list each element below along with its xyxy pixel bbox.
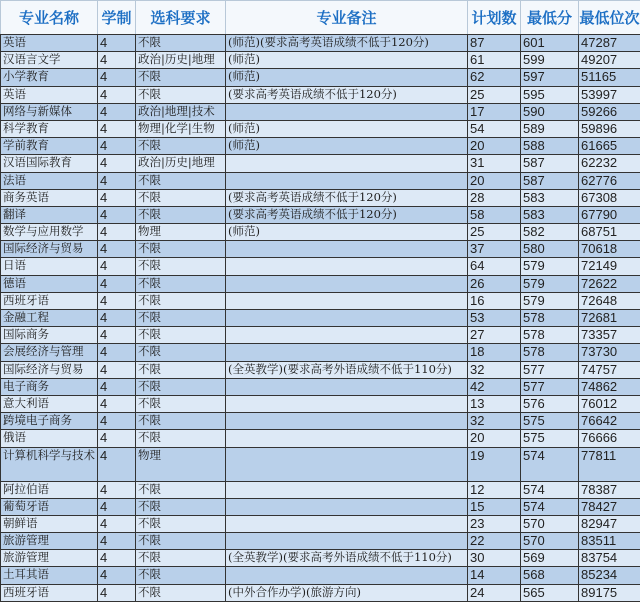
cell-notes — [226, 498, 468, 515]
cell-subject-req: 不限 — [136, 327, 226, 344]
cell-min-rank: 78387 — [579, 481, 640, 498]
cell-major-name: 翻译 — [1, 206, 98, 223]
cell-min-score: 575 — [521, 413, 579, 430]
cell-notes — [226, 292, 468, 309]
cell-major-name: 汉语国际教育 — [1, 155, 98, 172]
cell-min-rank: 59266 — [579, 103, 640, 120]
table-row — [1, 430, 640, 447]
cell-subject-req: 不限 — [136, 395, 226, 412]
cell-min-rank: 47287 — [579, 35, 640, 52]
cell-plan-count: 20 — [468, 138, 521, 155]
cell-major-name: 科学教育 — [1, 120, 98, 137]
table-row — [1, 138, 640, 155]
table-row — [1, 120, 640, 137]
cell-notes — [226, 241, 468, 258]
cell-duration: 4 — [98, 430, 136, 447]
cell-min-score: 574 — [521, 481, 579, 498]
cell-min-score: 574 — [521, 447, 579, 481]
cell-subject-req: 不限 — [136, 550, 226, 567]
cell-duration: 4 — [98, 344, 136, 361]
cell-min-score: 597 — [521, 69, 579, 86]
cell-plan-count: 20 — [468, 430, 521, 447]
cell-min-score: 570 — [521, 533, 579, 550]
table-row — [1, 481, 640, 498]
cell-major-name: 金融工程 — [1, 310, 98, 327]
cell-min-score: 588 — [521, 138, 579, 155]
cell-plan-count: 54 — [468, 120, 521, 137]
table-row — [1, 224, 640, 241]
cell-min-rank: 72149 — [579, 258, 640, 275]
cell-notes — [226, 515, 468, 532]
cell-duration: 4 — [98, 172, 136, 189]
cell-plan-count: 30 — [468, 550, 521, 567]
cell-major-name: 计算机科学与技术 — [1, 447, 98, 481]
cell-duration: 4 — [98, 35, 136, 52]
cell-notes — [226, 258, 468, 275]
table-row — [1, 344, 640, 361]
cell-major-name: 汉语言文学 — [1, 52, 98, 69]
cell-duration: 4 — [98, 258, 136, 275]
cell-plan-count: 19 — [468, 447, 521, 481]
cell-min-score: 576 — [521, 395, 579, 412]
cell-plan-count: 23 — [468, 515, 521, 532]
cell-notes — [226, 310, 468, 327]
cell-notes: (全英教学)(要求高考外语成绩不低于110分) — [226, 361, 468, 378]
cell-min-rank: 82947 — [579, 515, 640, 532]
cell-min-rank: 73357 — [579, 327, 640, 344]
cell-subject-req: 不限 — [136, 498, 226, 515]
cell-plan-count: 15 — [468, 498, 521, 515]
cell-subject-req: 不限 — [136, 138, 226, 155]
cell-subject-req: 不限 — [136, 35, 226, 52]
cell-notes — [226, 447, 468, 481]
cell-min-rank: 62776 — [579, 172, 640, 189]
cell-plan-count: 32 — [468, 361, 521, 378]
cell-min-score: 587 — [521, 172, 579, 189]
cell-min-score: 577 — [521, 378, 579, 395]
cell-min-score: 601 — [521, 35, 579, 52]
cell-duration: 4 — [98, 69, 136, 86]
table-row — [1, 69, 640, 86]
cell-min-rank: 74862 — [579, 378, 640, 395]
cell-min-rank: 72648 — [579, 292, 640, 309]
cell-major-name: 跨境电子商务 — [1, 413, 98, 430]
cell-plan-count: 42 — [468, 378, 521, 395]
cell-subject-req: 不限 — [136, 378, 226, 395]
cell-subject-req: 不限 — [136, 584, 226, 601]
cell-subject-req: 不限 — [136, 533, 226, 550]
cell-min-rank: 49207 — [579, 52, 640, 69]
cell-subject-req: 不限 — [136, 515, 226, 532]
cell-subject-req: 政治|历史|地理 — [136, 155, 226, 172]
cell-major-name: 英语 — [1, 35, 98, 52]
cell-min-rank: 51165 — [579, 69, 640, 86]
cell-duration: 4 — [98, 241, 136, 258]
cell-major-name: 葡萄牙语 — [1, 498, 98, 515]
cell-major-name: 西班牙语 — [1, 584, 98, 601]
cell-min-score: 568 — [521, 567, 579, 584]
cell-min-rank: 62232 — [579, 155, 640, 172]
cell-duration: 4 — [98, 584, 136, 601]
cell-min-score: 577 — [521, 361, 579, 378]
cell-duration: 4 — [98, 189, 136, 206]
cell-min-score: 578 — [521, 310, 579, 327]
cell-major-name: 电子商务 — [1, 378, 98, 395]
cell-subject-req: 政治|历史|地理 — [136, 52, 226, 69]
table-row — [1, 52, 640, 69]
cell-duration: 4 — [98, 275, 136, 292]
cell-plan-count: 28 — [468, 189, 521, 206]
cell-duration: 4 — [98, 447, 136, 481]
cell-notes — [226, 430, 468, 447]
cell-min-score: 599 — [521, 52, 579, 69]
cell-subject-req: 不限 — [136, 241, 226, 258]
cell-plan-count: 17 — [468, 103, 521, 120]
cell-min-score: 583 — [521, 206, 579, 223]
cell-notes: (要求高考英语成绩不低于120分) — [226, 206, 468, 223]
cell-duration: 4 — [98, 86, 136, 103]
cell-duration: 4 — [98, 361, 136, 378]
cell-major-name: 旅游管理 — [1, 533, 98, 550]
table-row — [1, 35, 640, 52]
table-row — [1, 189, 640, 206]
cell-min-score: 580 — [521, 241, 579, 258]
cell-notes — [226, 413, 468, 430]
cell-major-name: 国际商务 — [1, 327, 98, 344]
table-row — [1, 533, 640, 550]
cell-major-name: 日语 — [1, 258, 98, 275]
header-duration: 学制 — [98, 1, 136, 35]
cell-notes — [226, 567, 468, 584]
cell-major-name: 俄语 — [1, 430, 98, 447]
cell-subject-req: 不限 — [136, 275, 226, 292]
cell-min-rank: 83511 — [579, 533, 640, 550]
table-row — [1, 395, 640, 412]
table-row — [1, 206, 640, 223]
cell-plan-count: 27 — [468, 327, 521, 344]
cell-plan-count: 62 — [468, 69, 521, 86]
table-row — [1, 275, 640, 292]
cell-min-score: 574 — [521, 498, 579, 515]
cell-subject-req: 物理 — [136, 224, 226, 241]
cell-min-score: 579 — [521, 275, 579, 292]
cell-plan-count: 13 — [468, 395, 521, 412]
cell-min-rank: 77811 — [579, 447, 640, 481]
header-min-rank: 最低位次 — [579, 1, 640, 35]
cell-major-name: 朝鲜语 — [1, 515, 98, 532]
cell-duration: 4 — [98, 413, 136, 430]
cell-subject-req: 物理 — [136, 447, 226, 481]
cell-subject-req: 不限 — [136, 361, 226, 378]
cell-major-name: 数学与应用数学 — [1, 224, 98, 241]
cell-min-score: 583 — [521, 189, 579, 206]
cell-notes: (要求高考英语成绩不低于120分) — [226, 86, 468, 103]
cell-major-name: 学前教育 — [1, 138, 98, 155]
cell-min-rank: 76642 — [579, 413, 640, 430]
cell-plan-count: 25 — [468, 86, 521, 103]
cell-subject-req: 不限 — [136, 189, 226, 206]
cell-duration: 4 — [98, 498, 136, 515]
cell-notes: (师范) — [226, 69, 468, 86]
cell-subject-req: 政治|地理|技术 — [136, 103, 226, 120]
cell-notes — [226, 344, 468, 361]
cell-min-score: 579 — [521, 292, 579, 309]
cell-notes — [226, 395, 468, 412]
cell-duration: 4 — [98, 327, 136, 344]
cell-major-name: 国际经济与贸易 — [1, 361, 98, 378]
table-row — [1, 447, 640, 481]
cell-notes: (师范) — [226, 138, 468, 155]
cell-min-rank: 73730 — [579, 344, 640, 361]
cell-plan-count: 24 — [468, 584, 521, 601]
cell-notes: (要求高考英语成绩不低于120分) — [226, 189, 468, 206]
cell-min-rank: 70618 — [579, 241, 640, 258]
cell-min-score: 587 — [521, 155, 579, 172]
cell-notes — [226, 275, 468, 292]
cell-major-name: 意大利语 — [1, 395, 98, 412]
cell-notes: (师范) — [226, 224, 468, 241]
cell-subject-req: 不限 — [136, 292, 226, 309]
cell-subject-req: 不限 — [136, 344, 226, 361]
cell-notes — [226, 378, 468, 395]
cell-min-rank: 76666 — [579, 430, 640, 447]
cell-notes — [226, 155, 468, 172]
table-row — [1, 86, 640, 103]
cell-min-rank: 74757 — [579, 361, 640, 378]
table-row — [1, 413, 640, 430]
table-row — [1, 327, 640, 344]
cell-subject-req: 不限 — [136, 206, 226, 223]
cell-duration: 4 — [98, 224, 136, 241]
cell-plan-count: 58 — [468, 206, 521, 223]
cell-min-rank: 76012 — [579, 395, 640, 412]
cell-plan-count: 26 — [468, 275, 521, 292]
header-plan: 计划数 — [468, 1, 521, 35]
cell-duration: 4 — [98, 155, 136, 172]
cell-major-name: 阿拉伯语 — [1, 481, 98, 498]
cell-min-score: 569 — [521, 550, 579, 567]
cell-notes — [226, 533, 468, 550]
cell-plan-count: 20 — [468, 172, 521, 189]
cell-min-score: 570 — [521, 515, 579, 532]
cell-major-name: 网络与新媒体 — [1, 103, 98, 120]
table-row — [1, 567, 640, 584]
header-major: 专业名称 — [1, 1, 98, 35]
cell-min-rank: 53997 — [579, 86, 640, 103]
cell-min-rank: 67308 — [579, 189, 640, 206]
table-row — [1, 515, 640, 532]
cell-duration: 4 — [98, 52, 136, 69]
cell-min-rank: 59896 — [579, 120, 640, 137]
cell-min-rank: 68751 — [579, 224, 640, 241]
cell-plan-count: 14 — [468, 567, 521, 584]
cell-notes — [226, 103, 468, 120]
cell-duration: 4 — [98, 138, 136, 155]
cell-min-score: 565 — [521, 584, 579, 601]
cell-duration: 4 — [98, 206, 136, 223]
table-row — [1, 584, 640, 601]
table-row — [1, 292, 640, 309]
cell-min-rank: 85234 — [579, 567, 640, 584]
table-body — [1, 35, 640, 602]
cell-plan-count: 18 — [468, 344, 521, 361]
cell-duration: 4 — [98, 481, 136, 498]
table-row — [1, 172, 640, 189]
table-row — [1, 361, 640, 378]
table-row — [1, 241, 640, 258]
cell-major-name: 法语 — [1, 172, 98, 189]
cell-min-rank: 72622 — [579, 275, 640, 292]
cell-subject-req: 不限 — [136, 567, 226, 584]
cell-min-score: 590 — [521, 103, 579, 120]
cell-duration: 4 — [98, 292, 136, 309]
cell-major-name: 德语 — [1, 275, 98, 292]
header-min-score: 最低分 — [521, 1, 579, 35]
header-subject-req: 选科要求 — [136, 1, 226, 35]
cell-min-rank: 78427 — [579, 498, 640, 515]
cell-notes — [226, 327, 468, 344]
cell-major-name: 小学教育 — [1, 69, 98, 86]
cell-min-score: 579 — [521, 258, 579, 275]
cell-plan-count: 37 — [468, 241, 521, 258]
header-row — [1, 1, 640, 35]
cell-plan-count: 31 — [468, 155, 521, 172]
cell-duration: 4 — [98, 567, 136, 584]
cell-min-score: 595 — [521, 86, 579, 103]
cell-min-rank: 61665 — [579, 138, 640, 155]
cell-min-score: 589 — [521, 120, 579, 137]
cell-duration: 4 — [98, 515, 136, 532]
cell-subject-req: 不限 — [136, 430, 226, 447]
cell-min-rank: 89175 — [579, 584, 640, 601]
cell-min-score: 578 — [521, 327, 579, 344]
cell-major-name: 会展经济与管理 — [1, 344, 98, 361]
cell-major-name: 土耳其语 — [1, 567, 98, 584]
table-row — [1, 378, 640, 395]
cell-duration: 4 — [98, 395, 136, 412]
cell-major-name: 国际经济与贸易 — [1, 241, 98, 258]
cell-subject-req: 不限 — [136, 258, 226, 275]
cell-subject-req: 不限 — [136, 86, 226, 103]
cell-duration: 4 — [98, 378, 136, 395]
cell-min-score: 578 — [521, 344, 579, 361]
cell-plan-count: 32 — [468, 413, 521, 430]
cell-major-name: 英语 — [1, 86, 98, 103]
cell-duration: 4 — [98, 533, 136, 550]
cell-plan-count: 16 — [468, 292, 521, 309]
cell-min-rank: 72681 — [579, 310, 640, 327]
cell-subject-req: 不限 — [136, 172, 226, 189]
cell-subject-req: 物理|化学|生物 — [136, 120, 226, 137]
cell-notes: (全英教学)(要求高考外语成绩不低于110分) — [226, 550, 468, 567]
cell-major-name: 西班牙语 — [1, 292, 98, 309]
cell-min-rank: 67790 — [579, 206, 640, 223]
cell-plan-count: 61 — [468, 52, 521, 69]
table-row — [1, 550, 640, 567]
cell-plan-count: 53 — [468, 310, 521, 327]
cell-notes — [226, 481, 468, 498]
cell-subject-req: 不限 — [136, 310, 226, 327]
header-notes: 专业备注 — [226, 1, 468, 35]
cell-plan-count: 64 — [468, 258, 521, 275]
table-row — [1, 103, 640, 120]
cell-plan-count: 25 — [468, 224, 521, 241]
cell-plan-count: 12 — [468, 481, 521, 498]
cell-notes: (师范) — [226, 52, 468, 69]
cell-subject-req: 不限 — [136, 413, 226, 430]
cell-notes: (中外合作办学)(旅游方向) — [226, 584, 468, 601]
cell-min-rank: 83754 — [579, 550, 640, 567]
table-row — [1, 310, 640, 327]
cell-subject-req: 不限 — [136, 481, 226, 498]
cell-duration: 4 — [98, 120, 136, 137]
table-row — [1, 155, 640, 172]
cell-notes — [226, 172, 468, 189]
cell-duration: 4 — [98, 103, 136, 120]
cell-major-name: 旅游管理 — [1, 550, 98, 567]
table-row — [1, 258, 640, 275]
cell-plan-count: 87 — [468, 35, 521, 52]
cell-duration: 4 — [98, 310, 136, 327]
cell-duration: 4 — [98, 550, 136, 567]
cell-min-score: 575 — [521, 430, 579, 447]
cell-major-name: 商务英语 — [1, 189, 98, 206]
table-row — [1, 498, 640, 515]
cell-plan-count: 22 — [468, 533, 521, 550]
cell-notes: (师范)(要求高考英语成绩不低于120分) — [226, 35, 468, 52]
cell-subject-req: 不限 — [136, 69, 226, 86]
cell-notes: (师范) — [226, 120, 468, 137]
cell-min-score: 582 — [521, 224, 579, 241]
